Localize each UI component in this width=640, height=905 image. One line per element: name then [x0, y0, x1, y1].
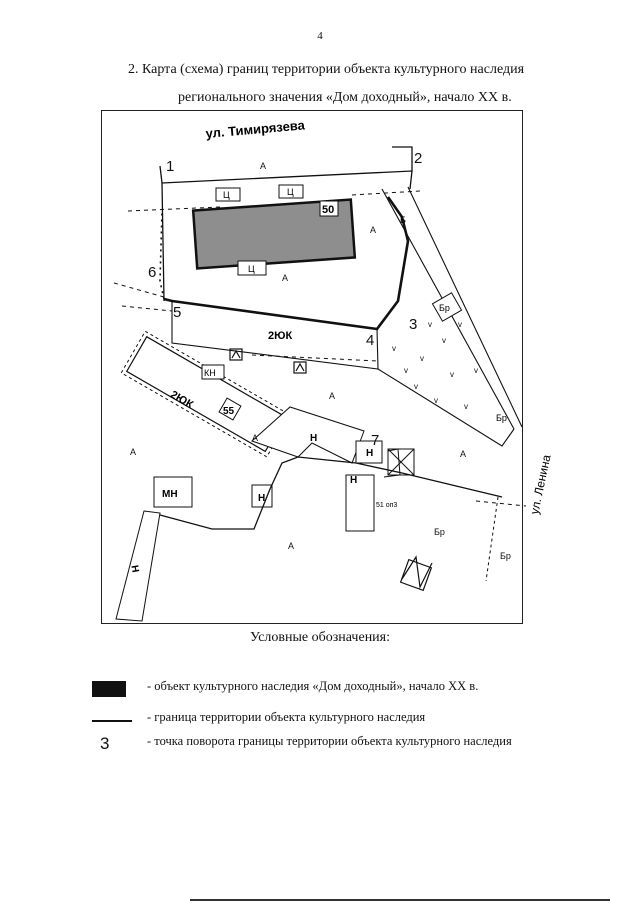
label-a-2: А — [370, 225, 377, 235]
map-heading — [120, 56, 590, 112]
turn-point-7: 7 — [371, 432, 380, 449]
label-br-1: Бр — [439, 303, 450, 313]
legend-title: Условные обозначения: — [249, 630, 391, 645]
svg-text:v: v — [450, 370, 454, 379]
label-a-8: А — [288, 541, 295, 551]
heading-line-1: 2. Карта (схема) границ территории объекта культурного наследия — [128, 62, 525, 77]
label-n-2: Н — [366, 448, 374, 459]
legend-item-turn-point: - точка поворота границы территории объекта культурного наследия — [147, 734, 512, 748]
street-label-lenina: ул. Ленина — [527, 453, 554, 516]
boundary-map — [101, 110, 554, 624]
label-ts-2: Ц — [287, 187, 294, 197]
page-number: 4 — [317, 30, 323, 42]
label-house-50: 50 — [322, 204, 335, 216]
label-a-1: А — [260, 161, 267, 171]
label-house-51: 51 оп3 — [376, 502, 398, 509]
label-a-6: А — [130, 447, 137, 457]
street-label-timiryazeva: ул. Тимирязева — [204, 117, 306, 141]
legend-item-boundary: - граница территории объекта культурного наследия — [147, 710, 426, 724]
svg-text:v: v — [474, 366, 478, 375]
map-drawing — [102, 111, 554, 625]
bottom-rule — [190, 899, 610, 901]
svg-text:v: v — [420, 354, 424, 363]
legend-item-heritage-object: - объект культурного наследия «Дом доходный», начало XX в. — [147, 679, 479, 693]
heading-line-2: регионального значения «Дом доходный», начало XX в. — [178, 90, 512, 105]
legend-swatch-boundary-line — [92, 720, 132, 722]
svg-text:v: v — [428, 320, 432, 329]
label-br-2: Бр — [496, 413, 507, 423]
label-2yuk-1: 2ЮК — [268, 330, 293, 342]
label-a-3: А — [282, 273, 289, 283]
label-mn: МН — [162, 489, 178, 500]
southern-line — [160, 457, 502, 529]
triangle-markers — [230, 349, 432, 590]
label-2yuk-2: 2ЮК — [168, 388, 196, 412]
label-n-3: Н — [258, 493, 266, 504]
svg-text:v: v — [442, 336, 446, 345]
turn-point-4: 4 — [366, 332, 375, 349]
legend-swatch-turn-point: 3 — [100, 734, 110, 753]
turn-point-3: 3 — [409, 316, 418, 333]
vegetation-marks — [392, 320, 478, 411]
turn-point-1: 1 — [166, 158, 175, 175]
label-br-4: Бр — [500, 551, 511, 561]
svg-text:v: v — [464, 402, 468, 411]
label-br-3: Бр — [434, 527, 445, 537]
label-ts-3: Ц — [248, 264, 255, 274]
label-n-4: Н — [350, 475, 358, 486]
label-kn: КН — [204, 368, 216, 378]
label-a-7: А — [460, 449, 467, 459]
label-a-5: А — [252, 433, 259, 443]
svg-text:v: v — [404, 366, 408, 375]
label-ts-1: Ц — [223, 190, 230, 200]
turn-point-2: 2 — [414, 150, 423, 167]
label-b: Б — [400, 215, 406, 225]
turn-point-5: 5 — [173, 304, 182, 321]
label-house-55: 55 — [223, 406, 235, 417]
svg-text:v: v — [414, 382, 418, 391]
svg-text:v: v — [458, 320, 462, 329]
label-n-5: Н — [128, 564, 141, 574]
svg-text:v: v — [392, 344, 396, 353]
label-a-4: А — [329, 391, 336, 401]
svg-text:v: v — [434, 396, 438, 405]
turn-point-6: 6 — [148, 264, 157, 281]
legend-swatch-heritage-object — [92, 681, 126, 697]
label-n-1: Н — [310, 433, 318, 444]
